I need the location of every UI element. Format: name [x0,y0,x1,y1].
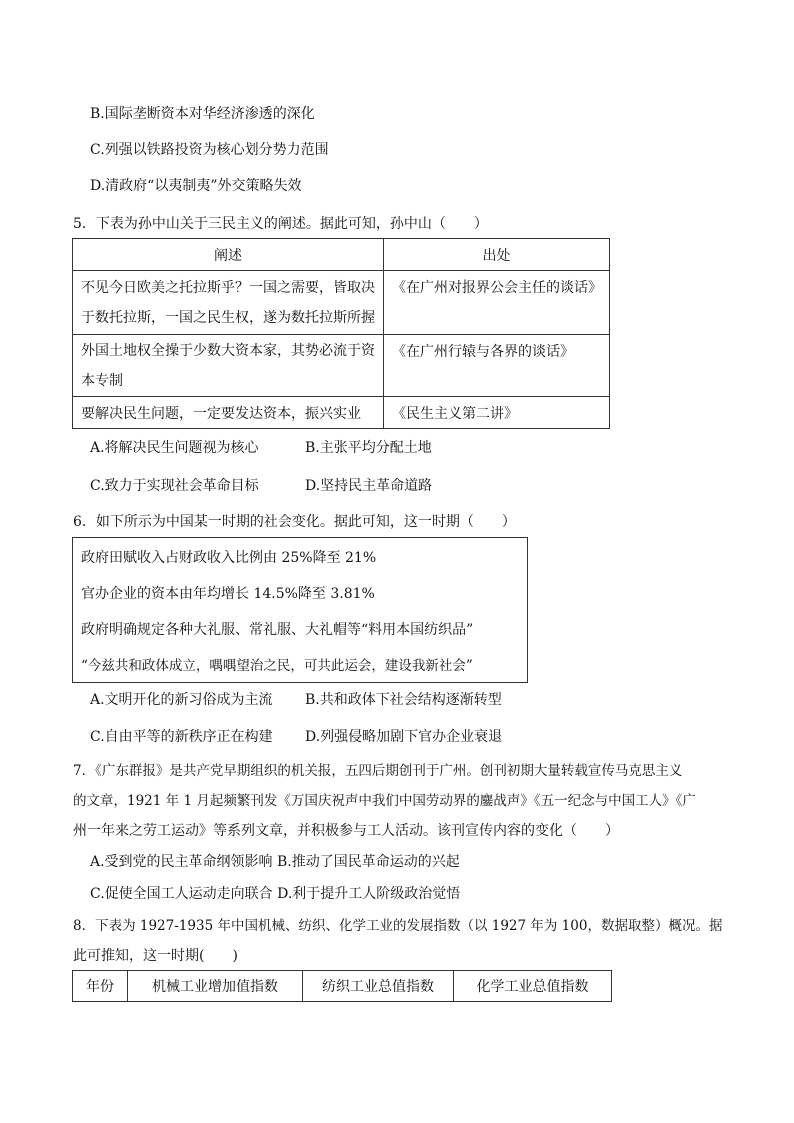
q7-stem-line: 州一年来之劳工运动》等系列文章，并积极参与工人活动。该刊宣传内容的变化（ ） [73,823,619,839]
table-header-cell: 机械工业增加值指数 [128,971,303,1002]
table-header-row [73,239,610,271]
q6-option-a: A.文明开化的新习俗成为主流 [90,692,273,708]
q6-material-line: 政府田赋收入占财政收入比例由 25%降至 21% [81,550,377,566]
q7-stem-line: 的文章，1921 年 1 月起频繁刊发《万国庆祝声中我们中国劳动界的鏖战声》《五一纪念与中国工人》《广 [73,793,696,809]
table-cell [73,335,384,397]
q6-option-d: D.列强侵略加剧下官办企业衰退 [305,729,503,745]
table-header-row [73,971,612,1002]
q7-stem-line: 7．《广东群报》是共产党早期组织的机关报，五四后期创刊于广州。创刊初期大量转载宣传马克思主义 [73,763,683,779]
cell-line: 不见今日欧美之托拉斯乎？一国之需要，皆取决 [81,279,375,296]
table-header-cell: 纺织工业总值指数 [303,971,454,1002]
q6-materials-box [72,537,528,683]
q8-stem-line: 8．下表为 1927-1935 年中国机械、纺织、化学工业的发展指数（以 1927 年为 100，数据取整）概况。据 [73,918,723,934]
table-row [73,335,610,397]
q8-table [72,970,612,1002]
q5-stem: 5．下表为孙中山关于三民主义的阐述。据此可知，孙中山（ ） [73,216,488,232]
q7-options-ab: A.受到党的民主革命纲领影响 B.推动了国民革命运动的兴起 [90,854,460,870]
cell-line: 外国土地权全操于少数大资本家，其势必流于资 [81,342,375,359]
q5-option-b: B.主张平均分配土地 [305,440,432,456]
table-header-cell: 化学工业总值指数 [454,971,612,1002]
q4-option-c: C.列强以铁路投资为核心划分势力范围 [90,142,329,158]
q7-options-cd: C.促使全国工人运动走向联合 D.利于提升工人阶级政治觉悟 [90,886,461,902]
q6-material-line: “今兹共和政体成立，喁喁望治之民，可共此运会，建设我新社会” [81,658,473,674]
q6-option-b: B.共和政体下社会结构逐渐转型 [305,692,502,708]
q5-table [72,238,610,429]
table-cell: 《在广州行辕与各界的谈话》 [384,335,610,397]
q4-option-b: B.国际垄断资本对华经济渗透的深化 [90,106,315,122]
q6-stem: 6．如下所示为中国某一时期的社会变化。据此可知，这一时期（ ） [73,514,516,530]
table-cell: 《民生主义第二讲》 [384,397,610,429]
cell-line: 本专制 [81,372,123,389]
table-cell: 《在广州对报界公会主任的谈话》 [384,271,610,335]
q6-material-line: 政府明确规定各种大礼服、常礼服、大礼帽等“料用本国纺织品” [81,622,474,638]
q5-option-a: A.将解决民生问题视为核心 [90,440,259,456]
table-cell [73,271,384,335]
cell-line: 要解决民生问题，一定要发达资本，振兴实业 [81,405,361,422]
q5-option-d: D.坚持民主革命道路 [305,478,433,494]
table-row [73,397,610,429]
q8-stem-line: 此可推知，这一时期( ) [73,948,238,964]
q5-option-c: C.致力于实现社会革命目标 [90,478,259,494]
table-row [73,271,610,335]
table-header-cell: 年份 [73,971,128,1002]
table-header-cell: 阐述 [73,239,384,271]
q6-material-line: 官办企业的资本由年均增长 14.5%降至 3.81% [81,586,375,602]
table-cell [73,397,384,429]
q4-option-d: D.清政府“以夷制夷”外交策略失效 [90,178,302,194]
cell-line: 于数托拉斯，一国之民生权，遂为数托拉斯所握 [81,309,375,326]
q6-option-c: C.自由平等的新秩序正在构建 [90,729,273,745]
table-header-cell: 出处 [384,239,610,271]
